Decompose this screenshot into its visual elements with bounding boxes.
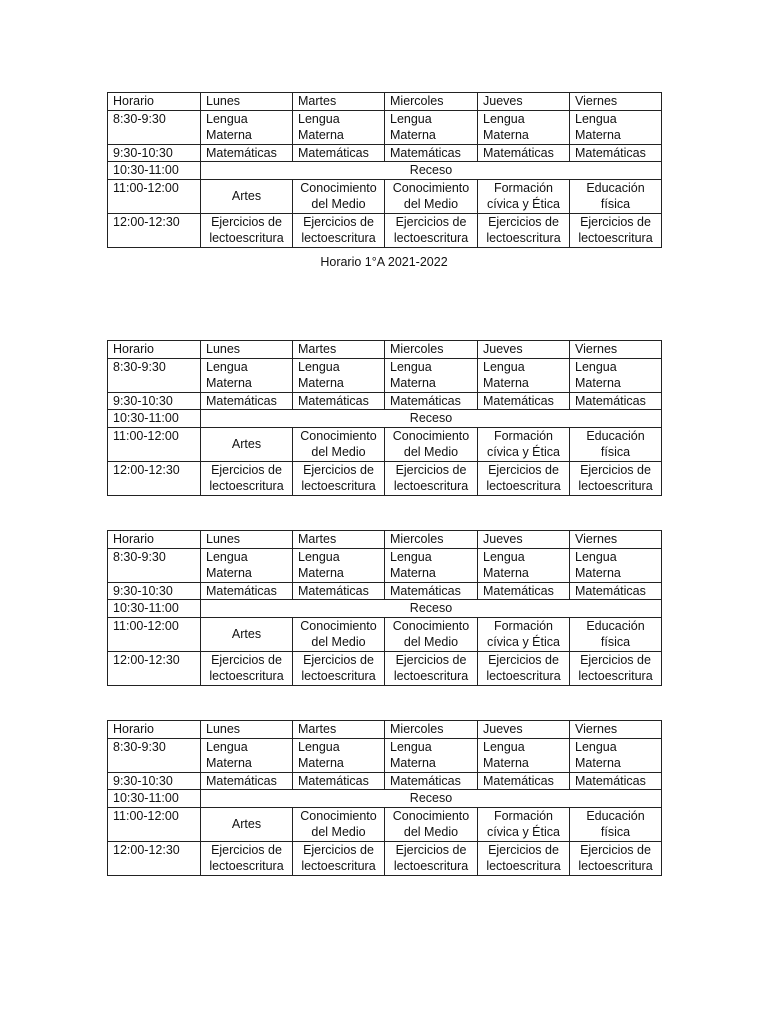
time-cell: 12:00-12:30 xyxy=(108,213,201,247)
table-row xyxy=(108,617,662,651)
header-cell: Miercoles xyxy=(385,531,478,549)
header-cell: Viernes xyxy=(570,531,662,549)
header-cell: Horario xyxy=(108,93,201,111)
subject-cell: Lengua Materna xyxy=(293,738,385,772)
time-cell: 8:30-9:30 xyxy=(108,110,201,144)
header-cell: Jueves xyxy=(478,93,570,111)
header-cell: Martes xyxy=(293,531,385,549)
header-cell: Horario xyxy=(108,531,201,549)
subject-cell: Ejercicios de lectoescritura xyxy=(385,841,478,875)
subject-cell: Formación cívica y Ética xyxy=(478,179,570,213)
schedule-table-4 xyxy=(107,720,662,876)
time-cell: 10:30-11:00 xyxy=(108,790,201,808)
header-cell: Martes xyxy=(293,341,385,359)
header-cell: Lunes xyxy=(201,531,293,549)
header-cell: Jueves xyxy=(478,341,570,359)
subject-cell: Conocimiento del Medio xyxy=(385,807,478,841)
subject-cell: Ejercicios de lectoescritura xyxy=(201,213,293,247)
subject-cell: Ejercicios de lectoescritura xyxy=(201,841,293,875)
table-row xyxy=(108,392,662,410)
subject-cell: Matemáticas xyxy=(570,392,662,410)
header-cell: Lunes xyxy=(201,721,293,739)
table-row xyxy=(108,358,662,392)
subject-cell: Lengua Materna xyxy=(201,548,293,582)
table-row xyxy=(108,600,662,618)
subject-cell: Conocimiento del Medio xyxy=(385,427,478,461)
time-cell: 11:00-12:00 xyxy=(108,807,201,841)
time-cell: 11:00-12:00 xyxy=(108,179,201,213)
subject-cell: Ejercicios de lectoescritura xyxy=(478,461,570,495)
subject-cell: Matemáticas xyxy=(570,582,662,600)
subject-cell: Artes xyxy=(201,179,293,213)
subject-cell: Matemáticas xyxy=(385,144,478,162)
schedule-table-2 xyxy=(107,340,662,496)
table-row xyxy=(108,790,662,808)
subject-cell: Artes xyxy=(201,427,293,461)
subject-cell: Lengua Materna xyxy=(293,548,385,582)
subject-cell: Lengua Materna xyxy=(201,738,293,772)
subject-cell: Matemáticas xyxy=(293,144,385,162)
subject-cell: Lengua Materna xyxy=(570,738,662,772)
subject-cell: Educación física xyxy=(570,427,662,461)
subject-cell: Lengua Materna xyxy=(385,358,478,392)
time-cell: 11:00-12:00 xyxy=(108,427,201,461)
subject-cell: Lengua Materna xyxy=(201,110,293,144)
subject-cell: Formación cívica y Ética xyxy=(478,807,570,841)
subject-cell: Matemáticas xyxy=(478,144,570,162)
subject-cell: Matemáticas xyxy=(201,392,293,410)
subject-cell: Matemáticas xyxy=(385,582,478,600)
subject-cell: Matemáticas xyxy=(385,772,478,790)
header-cell: Horario xyxy=(108,341,201,359)
subject-cell: Matemáticas xyxy=(570,772,662,790)
subject-cell: Conocimiento del Medio xyxy=(293,179,385,213)
subject-cell: Lengua Materna xyxy=(570,548,662,582)
table-row xyxy=(108,162,662,180)
time-cell: 9:30-10:30 xyxy=(108,144,201,162)
subject-cell: Formación cívica y Ética xyxy=(478,427,570,461)
header-cell: Miercoles xyxy=(385,341,478,359)
subject-cell: Ejercicios de lectoescritura xyxy=(570,213,662,247)
subject-cell: Lengua Materna xyxy=(201,358,293,392)
subject-cell: Ejercicios de lectoescritura xyxy=(293,213,385,247)
recess-cell: Receso xyxy=(201,600,662,618)
subject-cell: Lengua Materna xyxy=(478,548,570,582)
subject-cell: Ejercicios de lectoescritura xyxy=(201,651,293,685)
subject-cell: Matemáticas xyxy=(293,772,385,790)
table-row xyxy=(108,461,662,495)
recess-cell: Receso xyxy=(201,162,662,180)
schedule-table-1 xyxy=(107,92,662,248)
time-cell: 10:30-11:00 xyxy=(108,410,201,428)
subject-cell: Conocimiento del Medio xyxy=(293,427,385,461)
time-cell: 10:30-11:00 xyxy=(108,600,201,618)
time-cell: 9:30-10:30 xyxy=(108,772,201,790)
header-row xyxy=(108,721,662,739)
subject-cell: Lengua Materna xyxy=(478,738,570,772)
subject-cell: Matemáticas xyxy=(385,392,478,410)
subject-cell: Conocimiento del Medio xyxy=(385,617,478,651)
subject-cell: Lengua Materna xyxy=(293,358,385,392)
time-cell: 12:00-12:30 xyxy=(108,841,201,875)
subject-cell: Lengua Materna xyxy=(385,548,478,582)
header-cell: Jueves xyxy=(478,531,570,549)
subject-cell: Ejercicios de lectoescritura xyxy=(570,841,662,875)
time-cell: 12:00-12:30 xyxy=(108,461,201,495)
table-row xyxy=(108,841,662,875)
subject-cell: Lengua Materna xyxy=(570,358,662,392)
subject-cell: Lengua Materna xyxy=(293,110,385,144)
subject-cell: Conocimiento del Medio xyxy=(385,179,478,213)
header-cell: Horario xyxy=(108,721,201,739)
subject-cell: Educación física xyxy=(570,179,662,213)
subject-cell: Ejercicios de lectoescritura xyxy=(293,461,385,495)
table-row xyxy=(108,213,662,247)
time-cell: 11:00-12:00 xyxy=(108,617,201,651)
subject-cell: Artes xyxy=(201,617,293,651)
table-row xyxy=(108,651,662,685)
subject-cell: Ejercicios de lectoescritura xyxy=(293,841,385,875)
subject-cell: Matemáticas xyxy=(478,772,570,790)
subject-cell: Ejercicios de lectoescritura xyxy=(293,651,385,685)
subject-cell: Ejercicios de lectoescritura xyxy=(385,651,478,685)
schedule-table-3 xyxy=(107,530,662,686)
subject-cell: Matemáticas xyxy=(201,144,293,162)
subject-cell: Matemáticas xyxy=(201,582,293,600)
table-row xyxy=(108,427,662,461)
subject-cell: Conocimiento del Medio xyxy=(293,617,385,651)
time-cell: 12:00-12:30 xyxy=(108,651,201,685)
subject-cell: Lengua Materna xyxy=(385,738,478,772)
time-cell: 9:30-10:30 xyxy=(108,582,201,600)
time-cell: 9:30-10:30 xyxy=(108,392,201,410)
time-cell: 8:30-9:30 xyxy=(108,738,201,772)
subject-cell: Lengua Materna xyxy=(570,110,662,144)
table-row xyxy=(108,144,662,162)
header-cell: Miercoles xyxy=(385,93,478,111)
subject-cell: Ejercicios de lectoescritura xyxy=(478,841,570,875)
header-row xyxy=(108,93,662,111)
recess-cell: Receso xyxy=(201,790,662,808)
time-cell: 8:30-9:30 xyxy=(108,548,201,582)
subject-cell: Matemáticas xyxy=(478,582,570,600)
subject-cell: Educación física xyxy=(570,807,662,841)
subject-cell: Formación cívica y Ética xyxy=(478,617,570,651)
table-row xyxy=(108,738,662,772)
header-cell: Martes xyxy=(293,721,385,739)
subject-cell: Educación física xyxy=(570,617,662,651)
header-cell: Martes xyxy=(293,93,385,111)
subject-cell: Ejercicios de lectoescritura xyxy=(478,213,570,247)
header-cell: Viernes xyxy=(570,721,662,739)
subject-cell: Ejercicios de lectoescritura xyxy=(570,461,662,495)
table-row xyxy=(108,807,662,841)
subject-cell: Ejercicios de lectoescritura xyxy=(201,461,293,495)
subject-cell: Lengua Materna xyxy=(385,110,478,144)
subject-cell: Conocimiento del Medio xyxy=(293,807,385,841)
header-row xyxy=(108,341,662,359)
header-cell: Viernes xyxy=(570,341,662,359)
table-row xyxy=(108,110,662,144)
subject-cell: Matemáticas xyxy=(570,144,662,162)
table-row xyxy=(108,582,662,600)
subject-cell: Ejercicios de lectoescritura xyxy=(478,651,570,685)
subject-cell: Ejercicios de lectoescritura xyxy=(385,213,478,247)
header-cell: Lunes xyxy=(201,341,293,359)
header-cell: Jueves xyxy=(478,721,570,739)
schedule-caption: Horario 1°A 2021-2022 xyxy=(320,255,448,269)
table-row xyxy=(108,548,662,582)
subject-cell: Ejercicios de lectoescritura xyxy=(570,651,662,685)
header-cell: Viernes xyxy=(570,93,662,111)
recess-cell: Receso xyxy=(201,410,662,428)
table-row xyxy=(108,772,662,790)
header-cell: Miercoles xyxy=(385,721,478,739)
subject-cell: Lengua Materna xyxy=(478,358,570,392)
table-row xyxy=(108,410,662,428)
subject-cell: Matemáticas xyxy=(478,392,570,410)
subject-cell: Matemáticas xyxy=(293,582,385,600)
header-row xyxy=(108,531,662,549)
subject-cell: Matemáticas xyxy=(201,772,293,790)
subject-cell: Ejercicios de lectoescritura xyxy=(385,461,478,495)
table-row xyxy=(108,179,662,213)
header-cell: Lunes xyxy=(201,93,293,111)
time-cell: 10:30-11:00 xyxy=(108,162,201,180)
subject-cell: Matemáticas xyxy=(293,392,385,410)
subject-cell: Lengua Materna xyxy=(478,110,570,144)
time-cell: 8:30-9:30 xyxy=(108,358,201,392)
subject-cell: Artes xyxy=(201,807,293,841)
